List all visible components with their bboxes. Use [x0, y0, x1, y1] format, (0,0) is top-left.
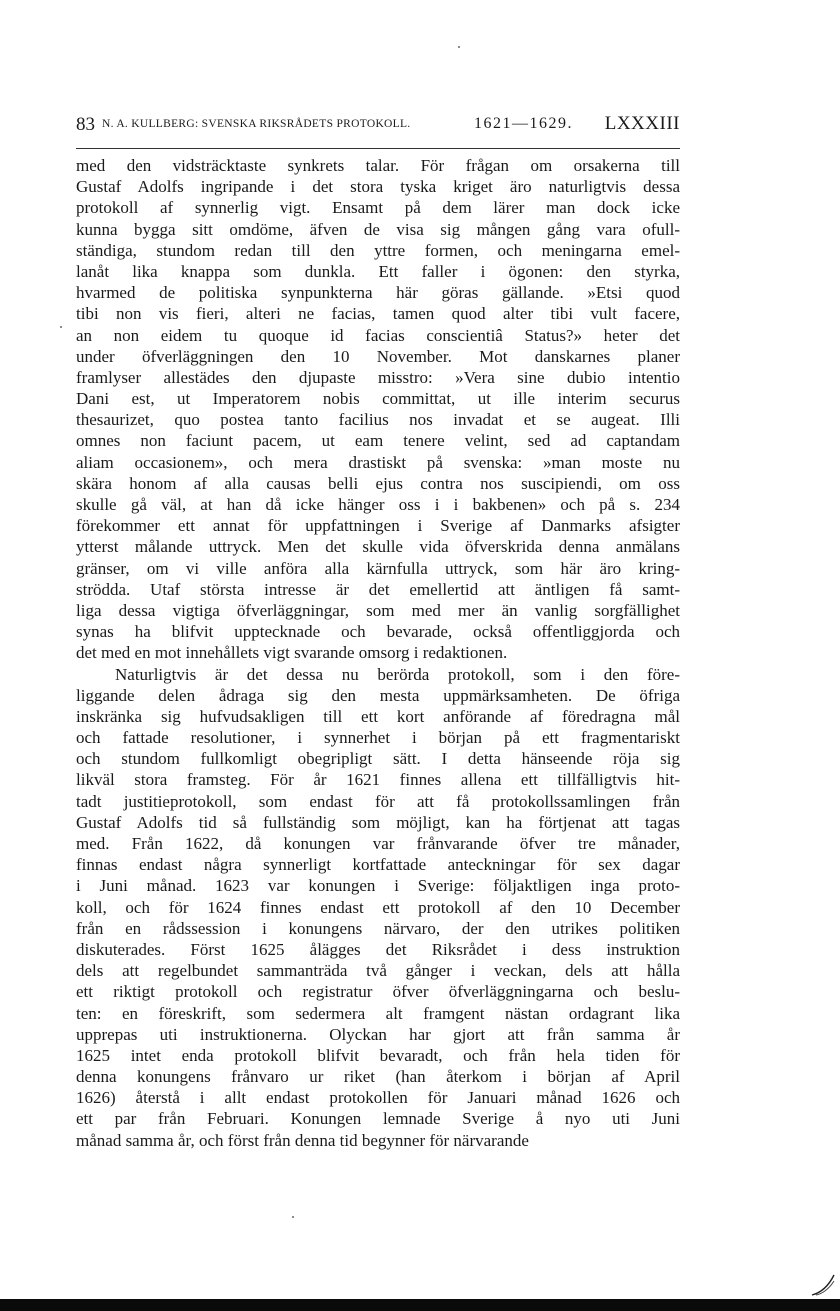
text-line: Gustaf Adolfs ingripande i det stora tyska kriget äro naturligtvis dessa	[76, 177, 680, 197]
text-line: kunna bygga sitt omdöme, äfven de visa sig mången gång vara ofull-	[76, 219, 680, 239]
text-line: framlyser allestädes den djupaste misstro: »Vera sine dubio intentio	[76, 367, 680, 387]
text-line: ytterst målande uttryck. Men det skulle vida öfverskrida denna anmälans	[76, 537, 680, 557]
text-line: omnes non faciunt pacem, ut eam tenere velint, sed ad captandam	[76, 431, 680, 451]
speck-mark	[458, 46, 460, 48]
text-line: ständiga, stundom redan till den yttre formen, och meningarna emel-	[76, 240, 680, 260]
text-line: skära honom af alla causas belli ejus contra nos suscipiendi, om oss	[76, 473, 680, 493]
text-line: under öfverläggningen den 10 November. Mot danskarnes planer	[76, 346, 680, 366]
text-line: från en rådssession i konungens närvaro, der den utrikes politiken	[76, 918, 680, 938]
text-line: synas ha blifvit upptecknade och bevarade, också offentliggjorda och	[76, 622, 680, 642]
text-line: skulle gå väl, at han då icke hänger oss i i bakbenen» och på s. 234	[76, 495, 680, 514]
text-line: finnas endast några synnerligt kortfattade anteckningar för sex dagar	[76, 855, 680, 875]
text-line: ett par från Februari. Konungen lemnade Sverige å nyo uti Juni	[76, 1109, 680, 1129]
text-line: Gustaf Adolfs tid så fullständig som möjligt, kan ha förtjenat att tagas	[76, 812, 680, 832]
text-line: liga dessa vigtiga öfverläggningar, som med mer än vanlig sorgfällighet	[76, 600, 680, 620]
text-line: med. Från 1622, då konungen var frånvarande öfver tre månader,	[76, 834, 680, 853]
text-line: strödda. Utaf största intresse är det emellertid att äntligen få samt-	[76, 579, 680, 599]
speck-mark	[292, 1216, 294, 1218]
text-line: thesaurizet, quo postea tanto facilius nos invadat et se augeat. Illi	[76, 410, 680, 430]
text-line: förekommer ett annat för uppfattningen i Sverige af Danmarks afsigter	[76, 516, 680, 536]
text-line: gränser, om vi ville anföra alla kärnfulla uttryck, som här äro kring-	[76, 558, 680, 578]
running-header	[76, 114, 680, 144]
text-line: inskränka sig hufvudsakligen till ett kort anförande af föredragna mål	[76, 706, 680, 726]
text-line: hvarmed de politiska synpunkterna här göras gällande. »Etsi quod	[76, 283, 680, 303]
paragraph	[76, 664, 680, 1151]
text-line: 1626) återstå i allt endast protokollen för Januari månad 1626 och	[76, 1088, 680, 1108]
text-line: liggande delen ådraga sig den mesta uppmärksamheten. De öfriga	[76, 685, 680, 705]
header-years: 1621—1629.	[474, 115, 573, 132]
text-line: lanåt lika knappa som dunkla. Ett faller i ögonen: den styrka,	[76, 261, 680, 281]
page-number: 83	[76, 114, 95, 135]
speck-mark	[60, 326, 62, 328]
text-line: diskuterades. Först 1625 ålägges det Riksrådet i dess instruktion	[76, 939, 680, 959]
text-line: det med en mot innehållets vigt svarande omsorg i redaktionen.	[76, 643, 508, 663]
running-title: N. A. KULLBERG: SVENSKA RIKSRÅDETS PROTOKOLL.	[102, 118, 411, 130]
text-line: dels att regelbundet sammanträda två gånger i veckan, dels att hålla	[76, 961, 680, 981]
text-line: och stundom fullkomligt obegripligt sätt. I detta hänseende röja sig	[76, 749, 680, 769]
text-line: tibi non vis fieri, alteri ne facias, tamen quod alter tibi vult facere,	[76, 304, 680, 324]
text-line: Dani est, ut Imperatorem nobis committat, ut ille interim securus	[76, 389, 680, 409]
header-rule	[76, 148, 680, 149]
page-curl-mark	[810, 1271, 836, 1297]
text-line: aliam occasionem», och mera drastiskt på svenska: »man moste nu	[76, 452, 680, 472]
scan-edge-bar	[0, 1299, 840, 1311]
text-line: och fattade resolutioner, i synnerhet i början på ett fragmentariskt	[76, 728, 680, 748]
roman-numeral: LXXXIII	[604, 113, 680, 134]
text-line: denna konungens frånvaro ur riket (han återkom i början af April	[76, 1067, 680, 1087]
text-line: upprepas uti instruktionerna. Olyckan har gjort att från samma år	[76, 1024, 680, 1044]
text-line: med den vidsträcktaste synkrets talar. För frågan om orsakerna till	[76, 156, 680, 175]
text-line: likväl stora framsteg. För år 1621 finnes allena ett tillfälligtvis hit-	[76, 770, 680, 790]
text-line: i Juni månad. 1623 var konungen i Sverige: följaktligen inga proto-	[76, 876, 680, 896]
paragraph	[76, 155, 680, 664]
text-line: Naturligtvis är det dessa nu berörda protokoll, som i den före-	[115, 664, 680, 684]
text-line: 1625 intet enda protokoll blifvit bevaradt, och från hela tiden för	[76, 1045, 680, 1065]
text-line: tadt justitieprotokoll, som endast för att få protokollssamlingen från	[76, 791, 680, 811]
text-line: koll, och för 1624 finnes endast ett protokoll af den 10 December	[76, 897, 680, 917]
text-line: protokoll af synnerlig vigt. Ensamt på dem lärer man dock icke	[76, 198, 680, 218]
text-line: ten: en föreskrift, som sedermera alt framgent nästan ordagrant lika	[76, 1003, 680, 1023]
text-line: månad samma år, och först från denna tid begynner för närvarande	[76, 1130, 529, 1150]
body-text	[76, 155, 680, 1151]
text-line: ett riktigt protokoll och registratur öfver öfverläggningarna och beslu-	[76, 982, 680, 1002]
text-line: an non eidem tu quoque id facias conscientiâ Status?» heter det	[76, 325, 680, 345]
